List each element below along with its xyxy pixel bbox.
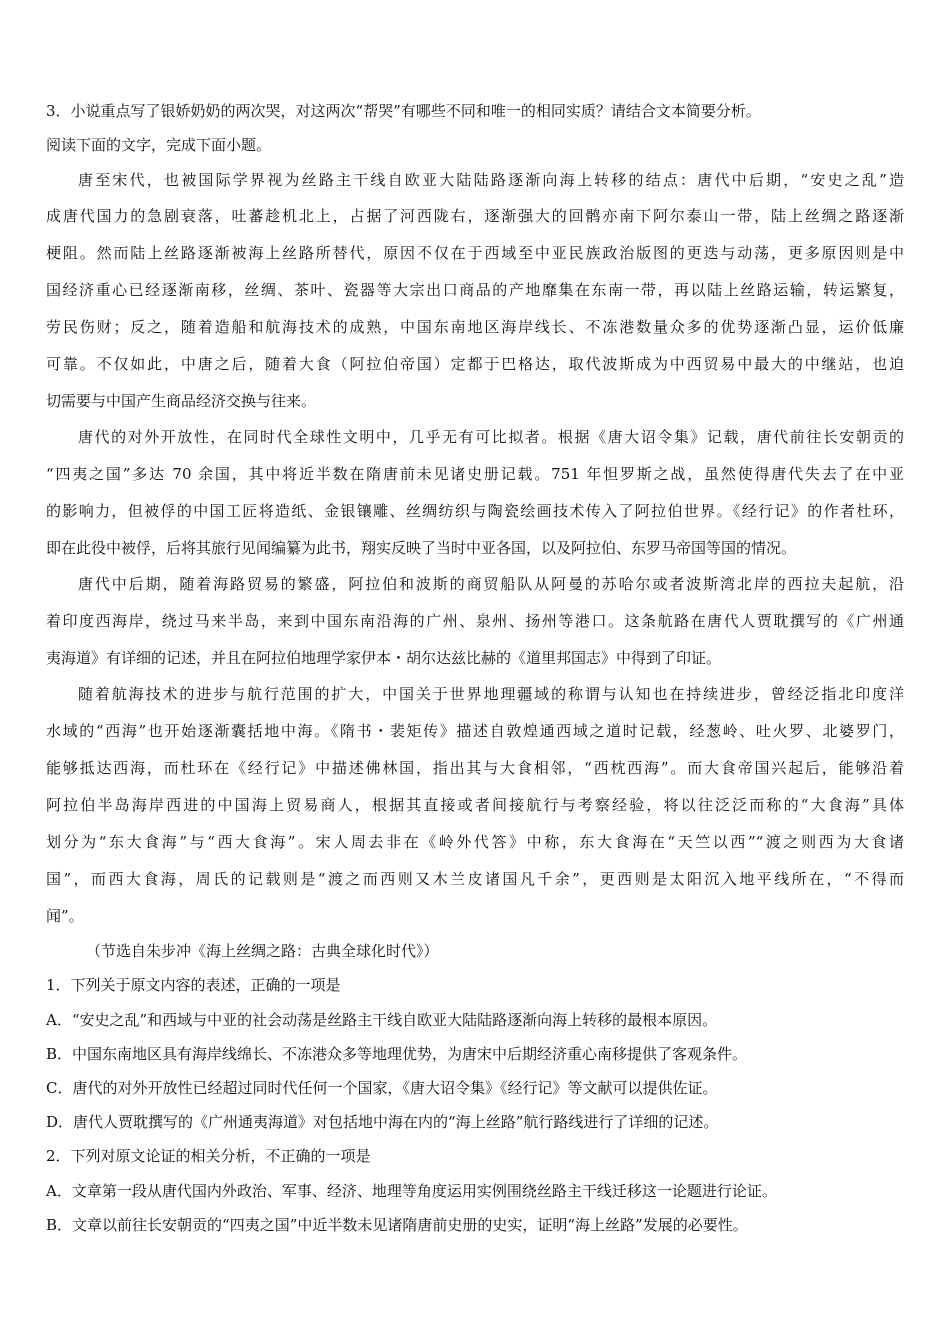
passage-line: “四夷之国”多达 70 余国，其中将近半数在隋唐前未见诸史册记载。751 年怛罗斯之战，虽然使得唐代失去了在中亚 (46, 465, 904, 483)
passage-line: 可靠。不仅如此，中唐之后，随着大食（阿拉伯帝国）定都于巴格达，取代波斯成为中西贸易中最大的中继站，也迫 (46, 355, 904, 373)
passage-line: 国”，而西大食海，周氏的记载则是“渡之而西则又木兰皮诸国凡千余”，更西则是太阳沉入地平线所在，“不得而 (46, 870, 904, 888)
passage-line: 劳民伤财；反之，随着造船和航海技术的成熟，中国东南地区海岸线长、不冻港数量众多的优势逐渐凸显，运价低廉 (46, 318, 904, 336)
option-d[interactable]: D．唐代人贾耽撰写的《广州通夷海道》对包括地中海在内的“海上丝路”航行路线进行了详细的记述。 (46, 1113, 719, 1131)
passage-line: 的影响力，但被俘的中国工匠将造纸、金银镶雕、丝绸纺织与陶瓷绘画技术传入了阿拉伯世界。《经行记》的作者杜环， (46, 502, 904, 520)
question-3: 3．小说重点写了银娇奶奶的两次哭，对这两次“帮哭”有哪些不同和唯一的相同实质？请结合文本简要分析。 (46, 102, 761, 120)
passage-line: 唐至宋代，也被国际学界视为丝路主干线自欧亚大陆陆路逐渐向海上转移的结点：唐代中后期，“安史之乱”造 (78, 171, 904, 189)
passage-line: 梗阻。然而陆上丝路逐渐被海上丝路所替代，原因不仅在于西域至中亚民族政治版图的更迭与动荡，更多原因则是中 (46, 244, 904, 262)
option-a[interactable]: A．“安史之乱”和西域与中亚的社会动荡是丝路主干线自欧亚大陆陆路逐渐向海上转移的最根本原因。 (46, 1011, 718, 1029)
passage-line: 随着航海技术的进步与航行范围的扩大，中国关于世界地理疆域的称谓与认知也在持续进步，曾经泛指北印度洋 (78, 685, 904, 703)
passage-line: 闻”。 (46, 907, 84, 925)
passage-source: （节选自朱步冲《海上丝绸之路：古典全球化时代》） (86, 942, 439, 960)
passage-line: 国经济重心已经逐渐南移，丝绸、茶叶、瓷器等大宗出口商品的产地靡集在东南一带，再以陆上丝路运输，转运繁复， (46, 281, 904, 299)
option-c[interactable]: C．唐代的对外开放性已经超过同时代任何一个国家，《唐大诏令集》《经行记》等文献可以提供佐证。 (46, 1079, 718, 1097)
reading-instruction: 阅读下面的文字，完成下面小题。 (46, 136, 272, 154)
passage-line: 即在此役中被俘，后将其旅行见闻编纂为此书，翔实反映了当时中亚各国，以及阿拉伯、东罗马帝国等国的情况。 (46, 539, 797, 557)
question-stem: 2．下列对原文论证的相关分析，不正确的一项是 (46, 1147, 371, 1165)
question-stem: 1．下列关于原文内容的表述，正确的一项是 (46, 976, 341, 994)
option-b[interactable]: B．中国东南地区具有海岸线绵长、不冻港众多等地理优势，为唐宋中后期经济重心南移提供了客观条件。 (46, 1045, 748, 1063)
passage-line: 切需要与中国产生商品经济交换与往来。 (46, 392, 317, 410)
passage-line: 唐代的对外开放性，在同时代全球性文明中，几乎无有可比拟者。根据《唐大诏令集》记载，唐代前往长安朝贡的 (78, 428, 904, 446)
passage-line: 着印度西海岸，绕过马来半岛，来到中国东南沿海的广州、泉州、扬州等港口。这条航路在唐代人贾耽撰写的《广州通 (46, 612, 904, 630)
passage-line: 划分为“东大食海”与“西大食海”。宋人周去非在《岭外代答》中称，东大食海在“天竺以西”“渡之则西为大食诸 (46, 833, 904, 851)
option-b[interactable]: B．文章以前往长安朝贡的“四夷之国”中近半数未见诸隋唐前史册的史实，证明“海上丝路”发展的必要性。 (46, 1216, 748, 1234)
passage-line: 唐代中后期，随着海路贸易的繁盛，阿拉伯和波斯的商贸船队从阿曼的苏哈尔或者波斯湾北岸的西拉夫起航，沿 (78, 575, 904, 593)
passage-line: 夷海道》有详细的记述，并且在阿拉伯地理学家伊本・胡尔达兹比赫的《道里邦国志》中得到了印证。 (46, 649, 722, 667)
passage-line: 成唐代国力的急剧衰落，吐蕃趁机北上，占据了河西陇右，逐渐强大的回鹘亦南下阿尔泰山一带，陆上丝绸之路逐渐 (46, 207, 904, 225)
option-a[interactable]: A．文章第一段从唐代国内外政治、军事、经济、地理等角度运用实例围绕丝路主干线迁移这一论题进行论证。 (46, 1182, 777, 1200)
passage-line: 阿拉伯半岛海岸西进的中国海上贸易商人，根据其直接或者间接航行与考察经验，将以往泛泛而称的“大食海”具体 (46, 796, 904, 814)
passage-line: 水域的“西海”也开始逐渐囊括地中海。《隋书・裴矩传》描述自敦煌通西域之道时记载，经葱岭、吐火罗、北婆罗门， (46, 722, 904, 740)
passage-line: 能够抵达西海，而杜环在《经行记》中描述佛林国，指出其与大食相邻，“西枕西海”。而大食帝国兴起后，能够沿着 (46, 759, 904, 777)
